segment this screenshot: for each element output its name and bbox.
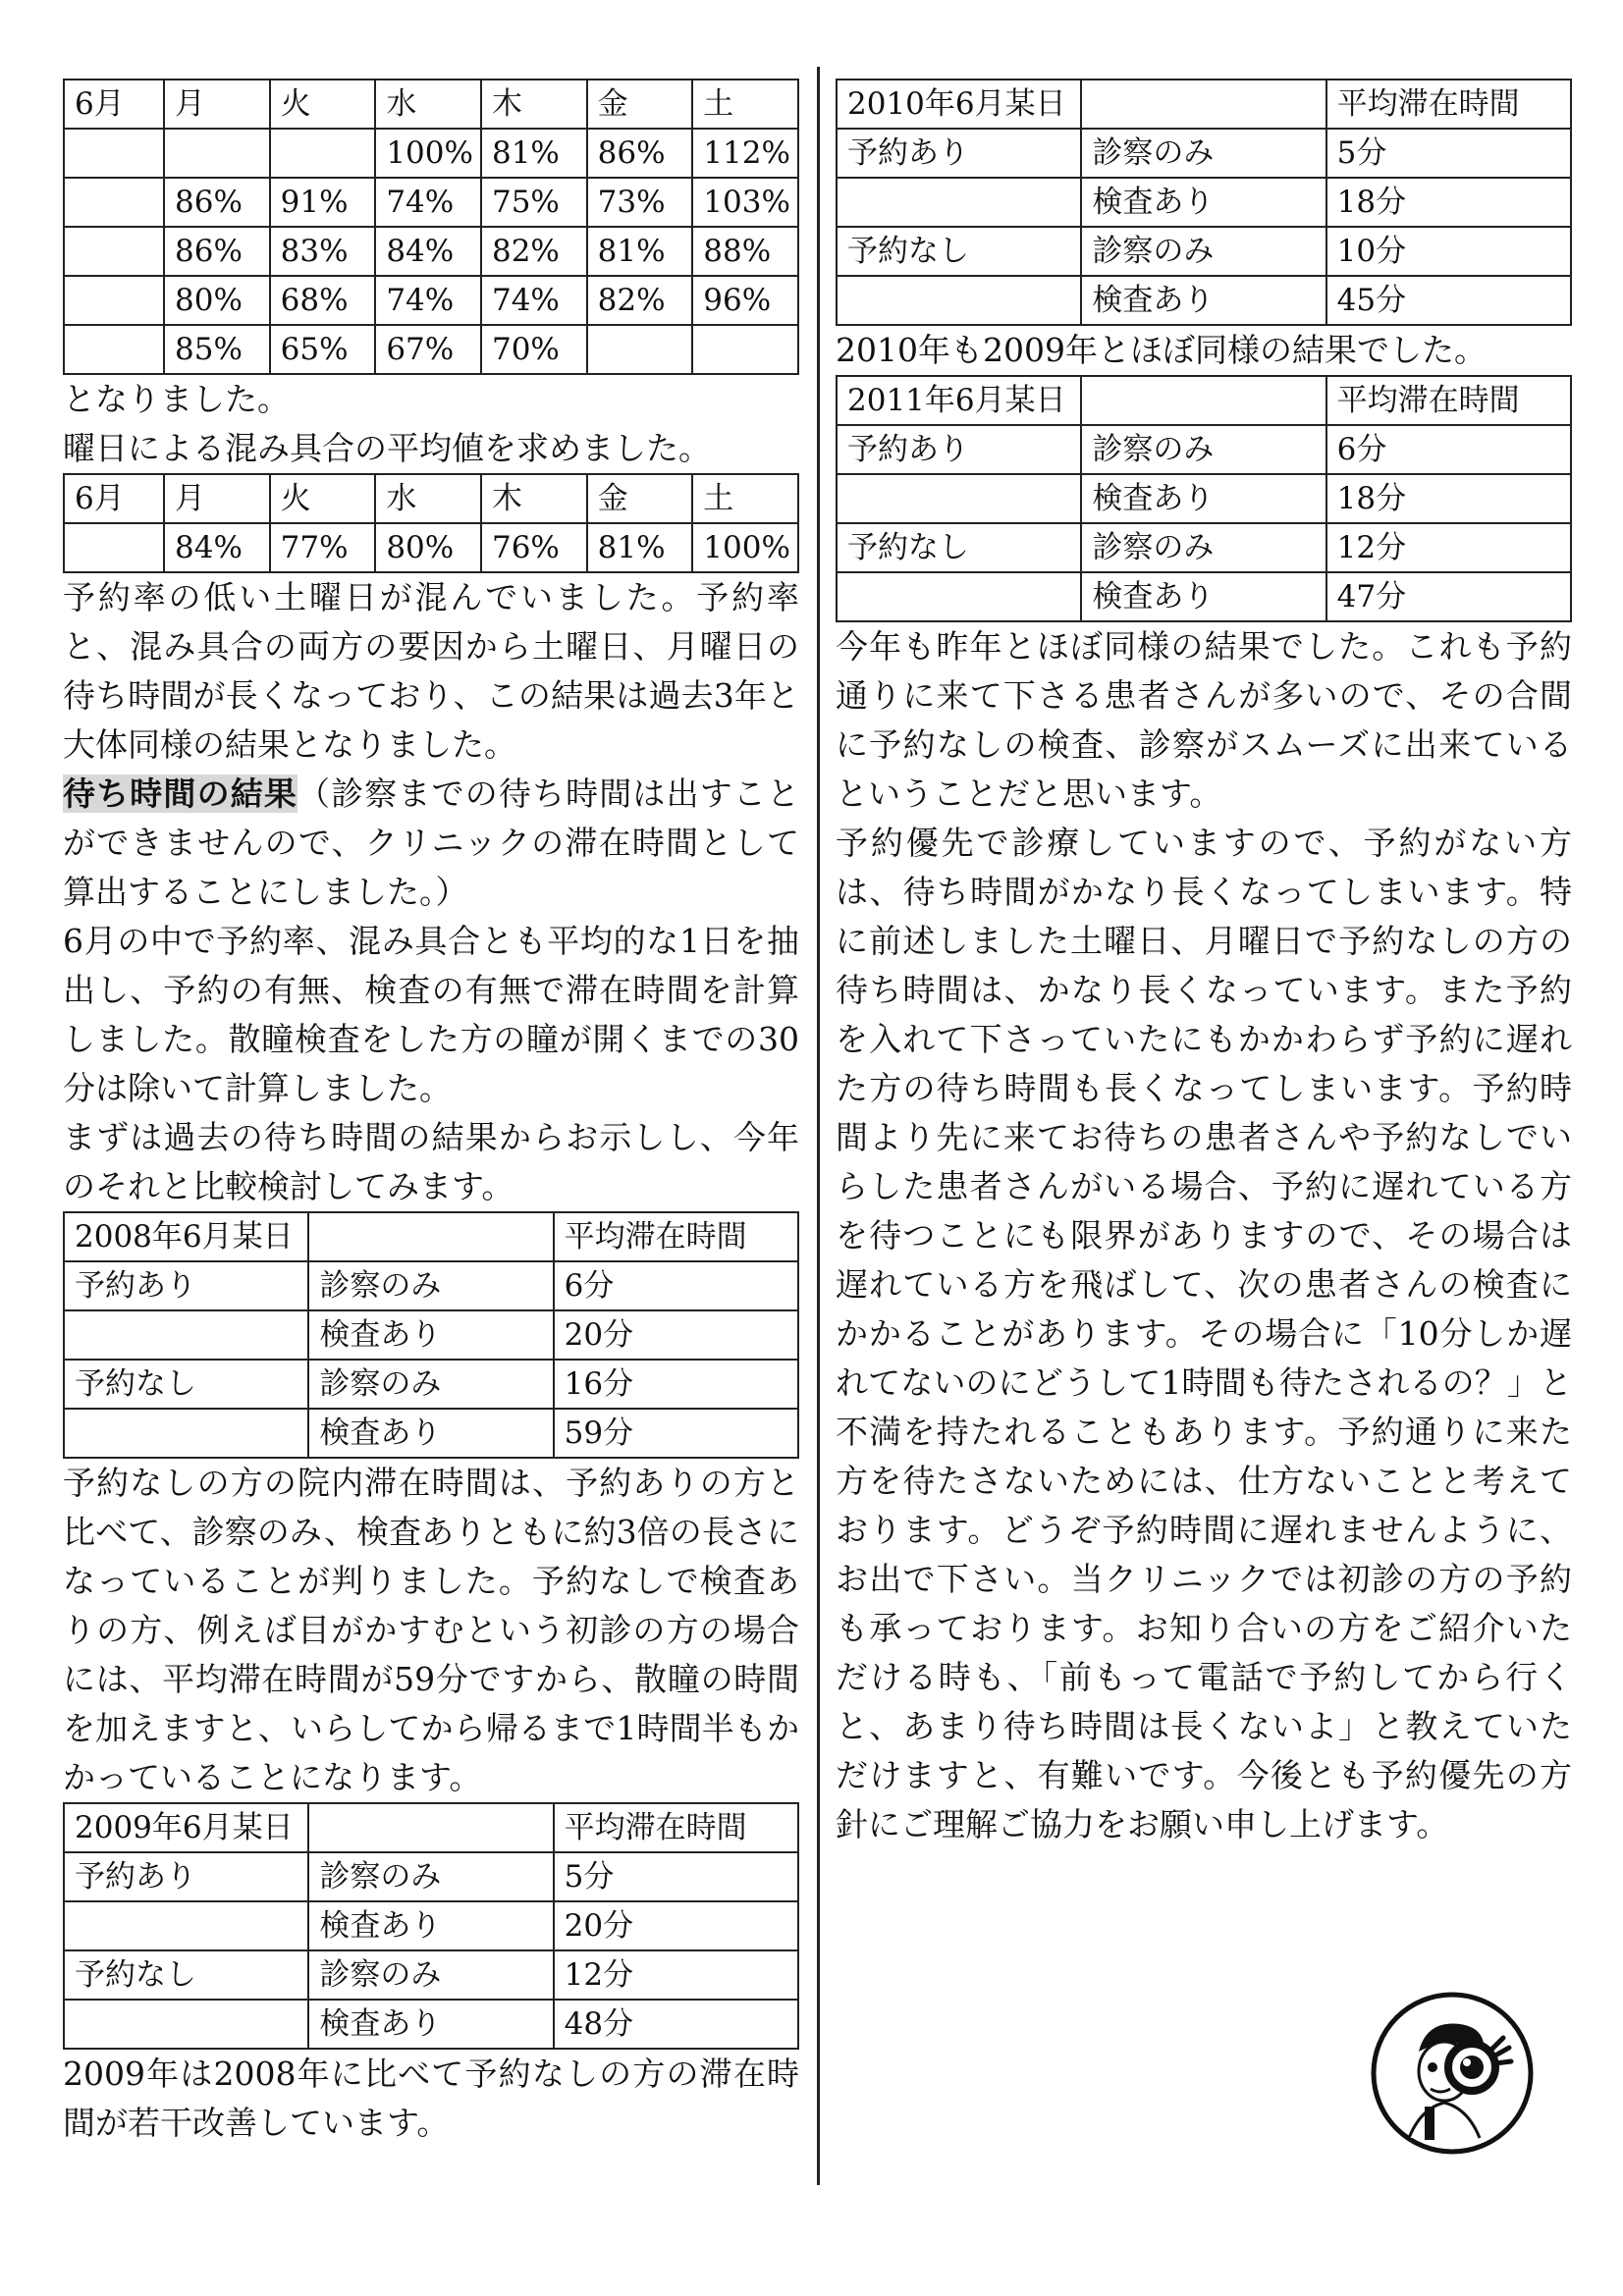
table-cell: 73% <box>587 178 693 227</box>
header-cell: 水 <box>375 80 481 129</box>
header-cell: 平均滞在時間 <box>1326 80 1571 129</box>
table-cell: 47分 <box>1326 572 1571 621</box>
average-table <box>63 473 799 573</box>
table-cell <box>837 276 1081 325</box>
paragraph-2008: 予約なしの方の院内滞在時間は、予約ありの方と比べて、診察のみ、検査ありともに約3倍の長さになっていることが判りました。予約なしで検査ありの方、例えば目がかすむという初診の方の場合には、平均滞在時間が59分ですから、散瞳の時間を加えますと、いらしてから帰るまで1時間半もかかっていることになります。 <box>63 1464 799 1796</box>
table-cell <box>64 2000 308 2049</box>
table-cell: 予約あり <box>837 129 1081 178</box>
table-cell <box>837 474 1081 523</box>
left-column <box>63 79 799 2148</box>
header-cell: 火 <box>270 474 376 523</box>
header-cell: 月 <box>164 80 270 129</box>
table-cell: 74% <box>375 276 481 325</box>
table-cell: 77% <box>270 523 376 572</box>
header-cell <box>308 1803 553 1852</box>
stay-table-2010 <box>836 79 1572 326</box>
table-cell: 検査あり <box>308 1310 553 1360</box>
table-cell: 診察のみ <box>308 1950 553 2000</box>
table-cell: 診察のみ <box>1081 129 1325 178</box>
table-cell: 18分 <box>1326 474 1571 523</box>
table-cell: 81% <box>587 523 693 572</box>
table-cell: 検査あり <box>308 1409 553 1458</box>
table-cell: 86% <box>164 178 270 227</box>
table-cell: 84% <box>375 227 481 276</box>
table-cell: 予約なし <box>837 227 1081 276</box>
stay-table-2009 <box>63 1802 799 2050</box>
table-cell: 67% <box>375 325 481 374</box>
table-row <box>837 523 1571 572</box>
table-cell: 12分 <box>1326 523 1571 572</box>
table-cell: 予約なし <box>64 1950 308 2000</box>
header-cell: 木 <box>481 80 587 129</box>
table-row <box>64 276 798 325</box>
header-cell: 平均滞在時間 <box>554 1212 798 1261</box>
table-cell: 100% <box>692 523 798 572</box>
table-cell: 91% <box>270 178 376 227</box>
table-cell: 20分 <box>554 1310 798 1360</box>
table-cell: 6分 <box>554 1261 798 1310</box>
table-cell: 103% <box>692 178 798 227</box>
paragraph-2010: 2010年も2009年とほぼ同様の結果でした。 <box>836 331 1487 369</box>
header-cell: 2008年6月某日 <box>64 1212 308 1261</box>
table-cell: 20分 <box>554 1901 798 1950</box>
average-intro-text: 曜日による混み具合の平均値を求めました。 <box>63 429 711 467</box>
table-cell: 5分 <box>554 1852 798 1901</box>
table-row <box>837 474 1571 523</box>
table-row <box>64 1261 798 1310</box>
table-cell: 18分 <box>1326 178 1571 227</box>
table-cell: 82% <box>587 276 693 325</box>
paragraph-2009: 2009年は2008年に比べて予約なしの方の滞在時間が若干改善しています。 <box>63 2055 799 2142</box>
table-cell: 予約なし <box>64 1360 308 1409</box>
table-cell: 診察のみ <box>308 1360 553 1409</box>
header-cell: 平均滞在時間 <box>1326 376 1571 425</box>
table-cell: 5分 <box>1326 129 1571 178</box>
saturday-paragraph: 予約率の低い土曜日が混んでいました。予約率と、混み具合の両方の要因から土曜日、月曜日の待ち時間が長くなっており、この結果は過去3年と大体同様の結果となりました。 <box>63 578 799 764</box>
table-row <box>64 523 798 572</box>
table-cell: 84% <box>164 523 270 572</box>
header-cell: 2011年6月某日 <box>837 376 1081 425</box>
table-cell: 6分 <box>1326 425 1571 474</box>
priority-paragraph: 予約優先で診療していますので、予約がない方は、待ち時間がかなり長くなってしまいます。特に前述しました土曜日、月曜日で予約なしの方の待ち時間は、かなり長くなっています。また予約を入れて下さっていたにもかかわらず予約に遅れた方の待ち時間も長くなってしまいます。予約時間より先に来てお待ちの患者さんや予約なしでいらした患者さんがいる場合、予約に遅れている方を待つことにも限界がありますので、その場合は遅れている方を飛ばして、次の患者さんの検査にかかることがあります。その場合に「10分しか遅れてないのにどうして1時間も待たされるの？」と不満を持たれることもあります。予約通りに来た方を待たさないためには、仕方ないことと考えております。どうぞ予約時間に遅れませんように、お出で下さい。当クリニックでは初診の方の予約も承っております。お知り合いの方をご紹介いただける時も、「前もって電話で予約してから行くと、あまり待ち時間は長くないよ」と教えていただけますと、有難いです。今後とも予約優先の方針にご理解ご協力をお願い申し上げます。 <box>836 824 1572 1843</box>
table-cell: 45分 <box>1326 276 1571 325</box>
table-cell: 12分 <box>554 1950 798 2000</box>
table-cell <box>270 129 376 178</box>
table-row <box>64 1409 798 1458</box>
table-row <box>837 129 1571 178</box>
table-cell: 59分 <box>554 1409 798 1458</box>
table-cell: 検査あり <box>1081 572 1325 621</box>
wait-time-heading: 待ち時間の結果 <box>63 774 298 813</box>
stay-table-2011 <box>836 375 1572 622</box>
table-cell: 65% <box>270 325 376 374</box>
table-header-row <box>64 80 798 129</box>
congestion-table <box>63 79 799 375</box>
table-row <box>837 178 1571 227</box>
stay-table-2008 <box>63 1211 799 1459</box>
method-paragraph: 6月の中で予約率、混み具合とも平均的な1日を抽出し、予約の有無、検査の有無で滞在時間を計算しました。散瞳検査をした方の瞳が開くまでの30分は除いて計算しました。 <box>63 922 799 1107</box>
header-cell: 土 <box>692 80 798 129</box>
table-cell: 診察のみ <box>1081 523 1325 572</box>
table-cell: 予約あり <box>64 1852 308 1901</box>
table-header-row <box>64 1803 798 1852</box>
table-cell: 81% <box>587 227 693 276</box>
table-row <box>64 1852 798 1901</box>
table-cell: 81% <box>481 129 587 178</box>
table-cell: 検査あり <box>308 1901 553 1950</box>
table-cell: 112% <box>692 129 798 178</box>
table-cell: 検査あり <box>1081 474 1325 523</box>
table-cell: 10分 <box>1326 227 1571 276</box>
table-cell <box>164 129 270 178</box>
doctor-with-magnifier-icon <box>1370 1991 1535 2156</box>
table-cell <box>64 325 164 374</box>
table-cell: 48分 <box>554 2000 798 2049</box>
header-cell: 金 <box>587 474 693 523</box>
table-cell: 74% <box>375 178 481 227</box>
table-cell <box>64 1409 308 1458</box>
table-cell <box>64 276 164 325</box>
table-cell: 76% <box>481 523 587 572</box>
table-row <box>64 1360 798 1409</box>
column-divider <box>817 67 820 2185</box>
wait-time-section <box>63 770 799 917</box>
paragraph-2011: 今年も昨年とほぼ同様の結果でした。これも予約通りに来て下さる患者さんが多いので、その合間に予約なしの検査、診察がスムーズに出来ているということだと思います。 <box>836 627 1572 813</box>
table-cell: 85% <box>164 325 270 374</box>
table-row <box>837 276 1571 325</box>
result-text: となりました。 <box>63 380 290 418</box>
header-cell: 木 <box>481 474 587 523</box>
table-cell <box>64 227 164 276</box>
table-cell: 83% <box>270 227 376 276</box>
header-cell: 2010年6月某日 <box>837 80 1081 129</box>
table-header-row <box>64 1212 798 1261</box>
table-row <box>64 227 798 276</box>
table-cell: 82% <box>481 227 587 276</box>
table-cell: 診察のみ <box>1081 227 1325 276</box>
table-cell: 予約あり <box>837 425 1081 474</box>
header-cell: 水 <box>375 474 481 523</box>
header-cell: 6月 <box>64 80 164 129</box>
table-cell: 16分 <box>554 1360 798 1409</box>
table-cell: 検査あり <box>1081 276 1325 325</box>
right-column <box>836 79 1572 1849</box>
table-cell: 予約なし <box>837 523 1081 572</box>
table-header-row <box>837 80 1571 129</box>
table-row <box>837 572 1571 621</box>
header-cell: 6月 <box>64 474 164 523</box>
table-row <box>64 325 798 374</box>
table-cell: 80% <box>375 523 481 572</box>
table-cell <box>64 1310 308 1360</box>
table-cell: 74% <box>481 276 587 325</box>
header-cell: 土 <box>692 474 798 523</box>
table-cell <box>64 178 164 227</box>
header-cell: 火 <box>270 80 376 129</box>
table-cell <box>64 1901 308 1950</box>
table-cell: 68% <box>270 276 376 325</box>
table-cell: 診察のみ <box>308 1261 553 1310</box>
table-cell <box>837 178 1081 227</box>
table-cell: 86% <box>164 227 270 276</box>
table-cell: 96% <box>692 276 798 325</box>
table-header-row <box>64 474 798 523</box>
table-cell <box>64 129 164 178</box>
header-cell: 平均滞在時間 <box>554 1803 798 1852</box>
table-row <box>837 227 1571 276</box>
wait-time-note: （診察までの待ち時間は出すことができませんので、クリニックの滞在時間として算出することにしました。） <box>63 774 800 911</box>
table-row <box>64 1901 798 1950</box>
table-cell: 88% <box>692 227 798 276</box>
table-row <box>64 178 798 227</box>
table-row <box>64 129 798 178</box>
header-cell <box>1081 80 1325 129</box>
header-cell: 2009年6月某日 <box>64 1803 308 1852</box>
table-cell: 検査あり <box>308 2000 553 2049</box>
table-row <box>64 1310 798 1360</box>
table-cell <box>692 325 798 374</box>
table-cell: 75% <box>481 178 587 227</box>
table-cell <box>587 325 693 374</box>
header-cell <box>1081 376 1325 425</box>
table-row <box>64 1950 798 2000</box>
table-cell: 診察のみ <box>1081 425 1325 474</box>
table-header-row <box>837 376 1571 425</box>
table-cell: 100% <box>375 129 481 178</box>
compare-paragraph: まずは過去の待ち時間の結果からお示しし、今年のそれと比較検討してみます。 <box>63 1118 799 1205</box>
table-cell: 86% <box>587 129 693 178</box>
table-cell: 検査あり <box>1081 178 1325 227</box>
table-cell <box>64 523 164 572</box>
table-cell: 診察のみ <box>308 1852 553 1901</box>
table-cell <box>837 572 1081 621</box>
table-cell: 予約あり <box>64 1261 308 1310</box>
table-cell: 70% <box>481 325 587 374</box>
header-cell <box>308 1212 553 1261</box>
table-row <box>837 425 1571 474</box>
table-row <box>64 2000 798 2049</box>
header-cell: 月 <box>164 474 270 523</box>
header-cell: 金 <box>587 80 693 129</box>
table-cell: 80% <box>164 276 270 325</box>
